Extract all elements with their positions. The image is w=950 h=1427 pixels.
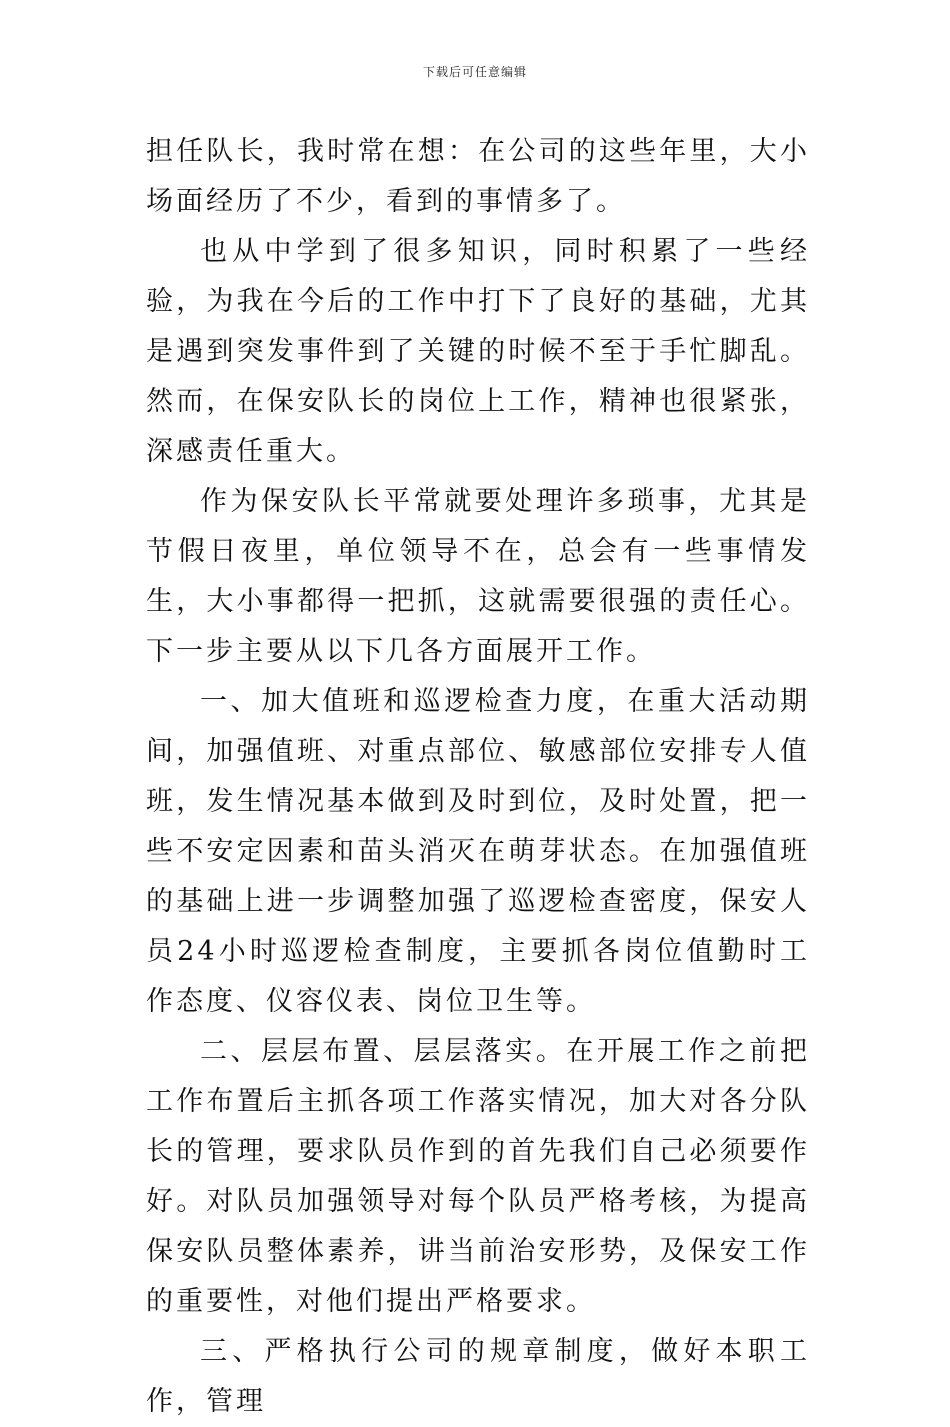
paragraph-3: 作为保安队长平常就要处理许多琐事，尤其是节假日夜里，单位领导不在，总会有一些事情发生，大小事都得一把抓，这就需要很强的责任心。下一步主要从以下几各方面展开工作。 (146, 486, 810, 667)
paragraph-4: 一、加大值班和巡逻检查力度，在重大活动期间，加强值班、对重点部位、敏感部位安排专人值班，发生情况基本做到及时到位，及时处置，把一些不安定因素和苗头消灭在萌芽状态。在加强值班的基础上进一步调整加强了巡逻检查密度，保安人员24小时巡逻检查制度，主要抓各岗位值勤时工作态度、仪容仪表、岗位卫生等。 (146, 686, 810, 1017)
page-header-note: 下载后可任意编辑 (422, 65, 527, 79)
paragraph-1: 担任队长，我时常在想：在公司的这些年里，大小场面经历了不少，看到的事情多了。 (146, 136, 810, 217)
paragraph-6: 三、严格执行公司的规章制度，做好本职工作，管理 (146, 1336, 810, 1417)
paragraph-2: 也从中学到了很多知识，同时积累了一些经验，为我在今后的工作中打下了良好的基础，尤其是遇到突发事件到了关键的时候不至于手忙脚乱。然而，在保安队长的岗位上工作，精神也很紧张，深感责任重大。 (146, 236, 810, 467)
paragraph-5: 二、层层布置、层层落实。在开展工作之前把工作布置后主抓各项工作落实情况，加大对各分队长的管理，要求队员作到的首先我们自己必须要作好。对队员加强领导对每个队员严格考核，为提高保安队员整体素养，讲当前治安形势，及保安工作的重要性，对他们提出严格要求。 (146, 1036, 810, 1317)
document-body (146, 127, 810, 1427)
